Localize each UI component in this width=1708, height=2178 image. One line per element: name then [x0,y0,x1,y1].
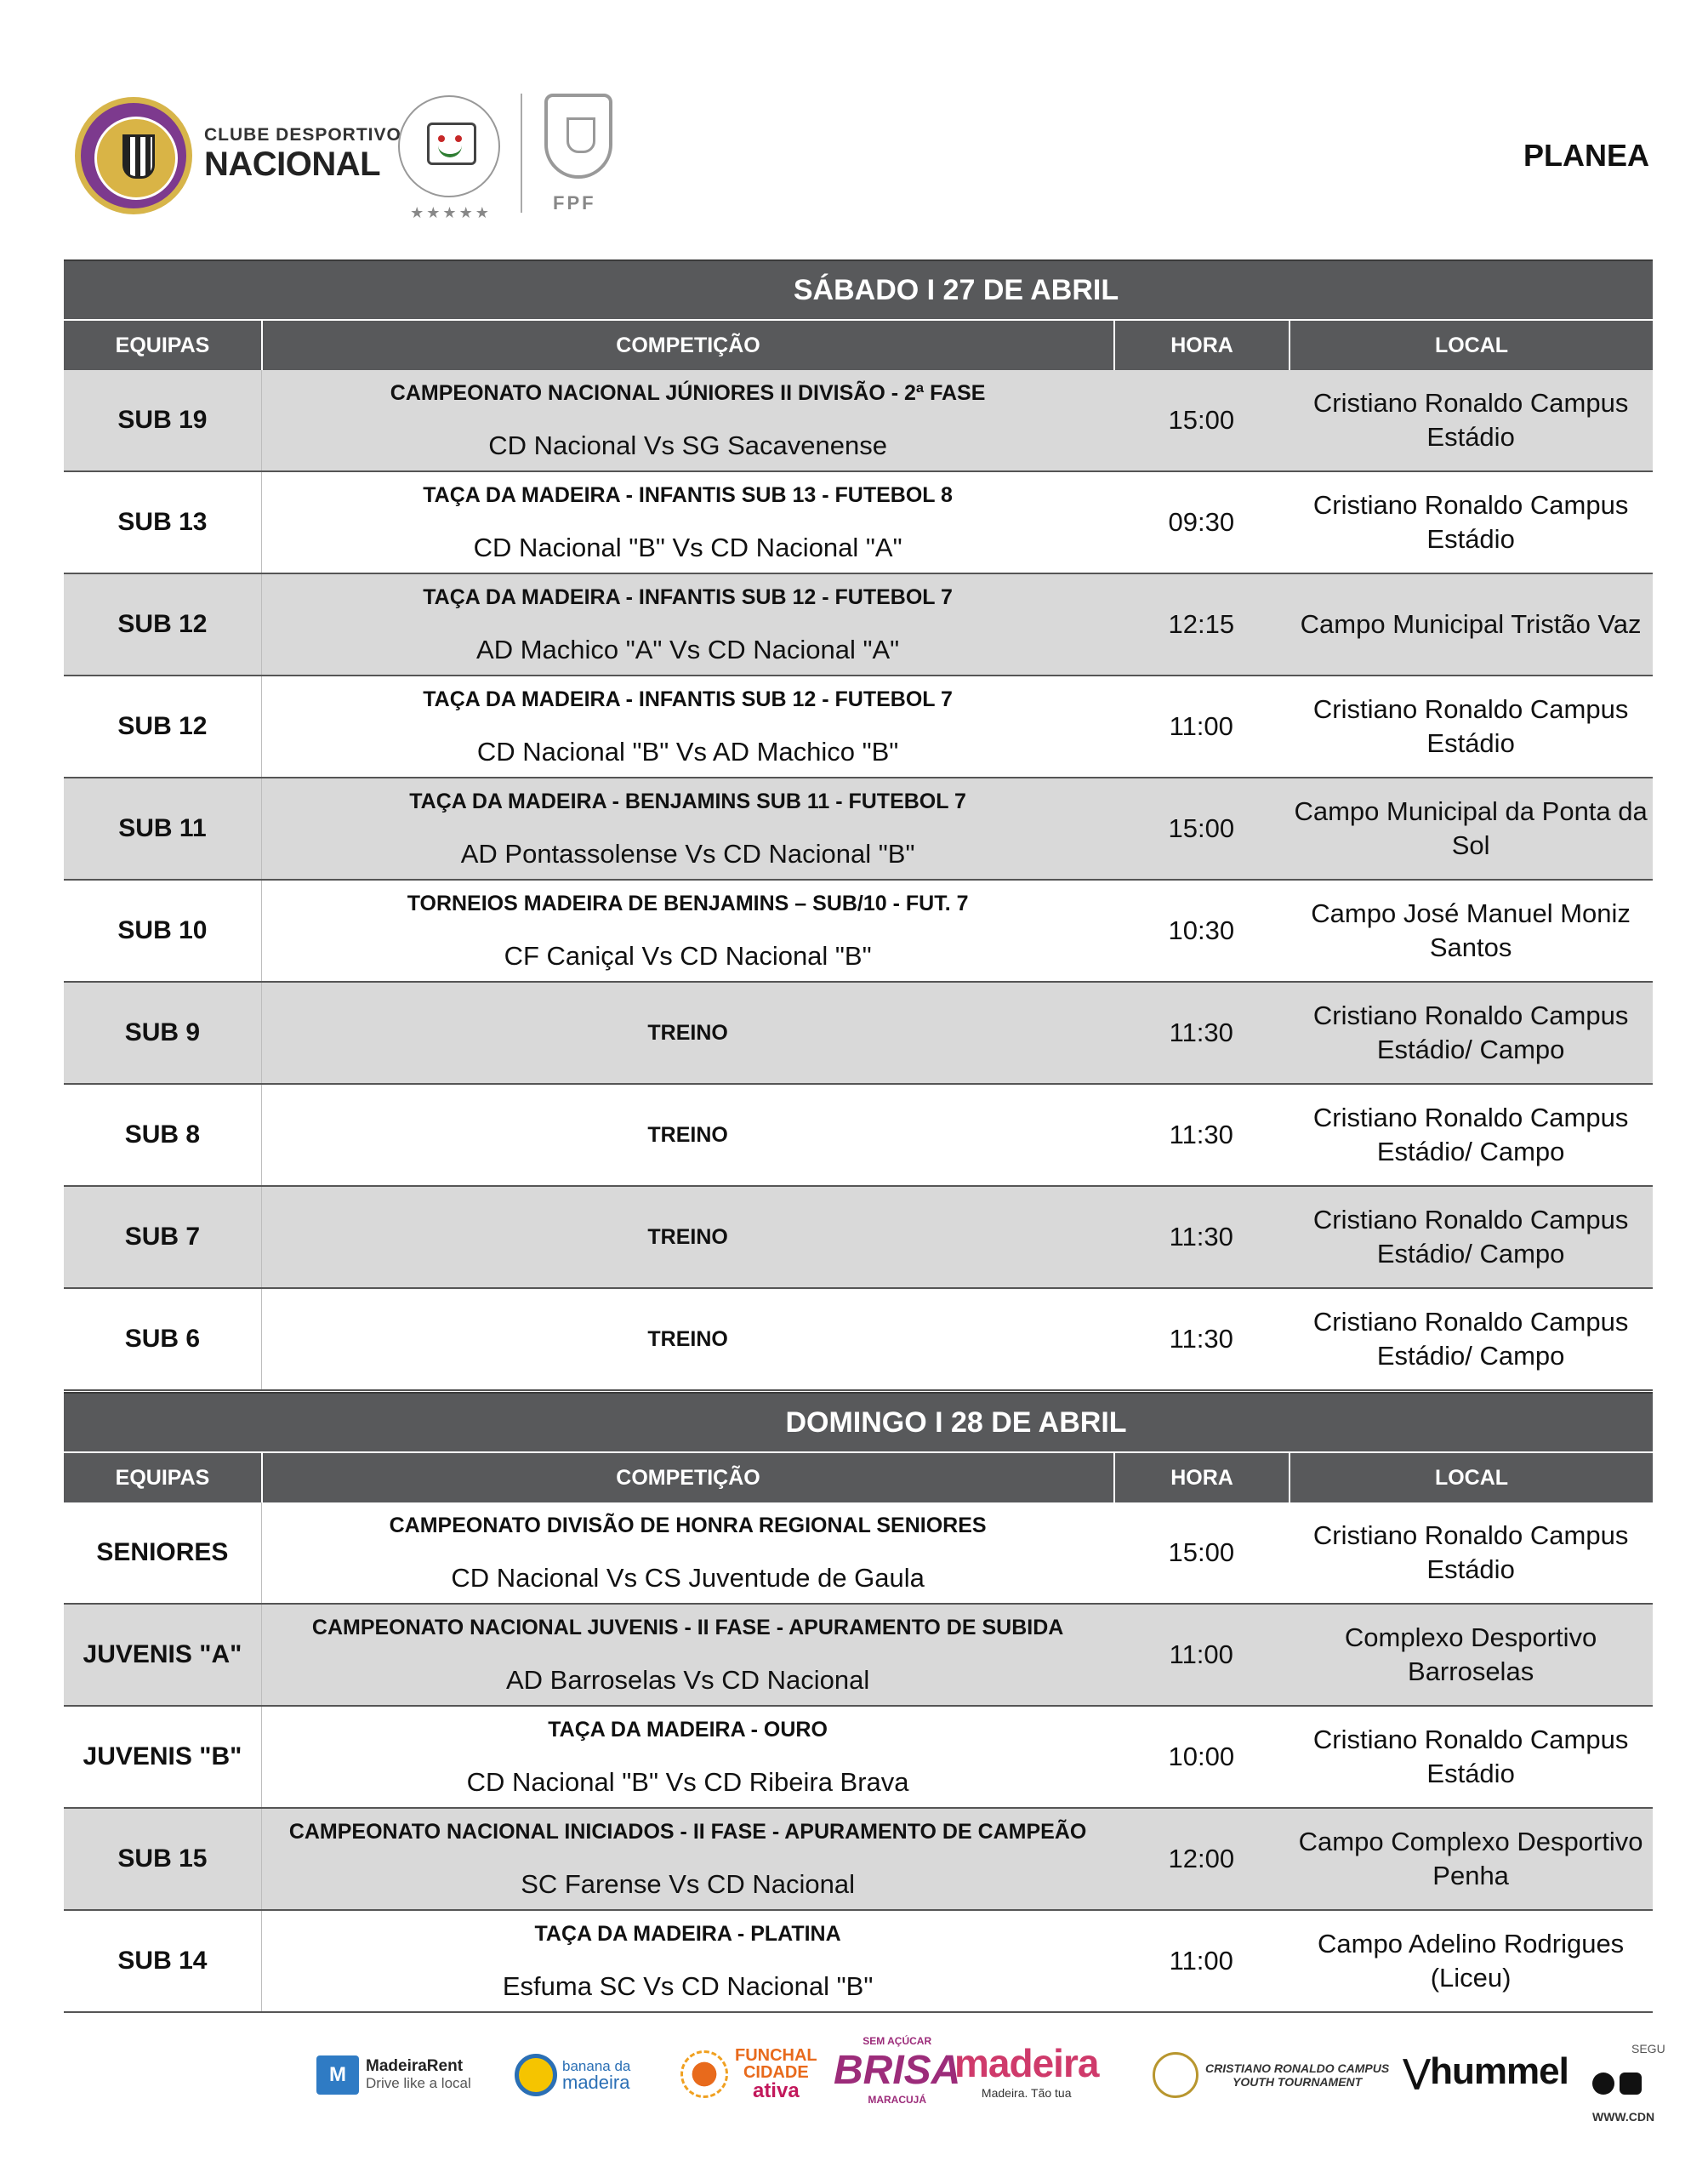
table-row [64,881,1653,983]
sponsor-bar [0,2028,1708,2130]
table-row [64,1187,1653,1289]
venue-cell: Cristiano Ronaldo Campus Estádio [1312,693,1629,758]
time-cell: 11:00 [1169,1639,1233,1669]
club-name [204,126,401,181]
team-cell: SENIORES [96,1538,229,1566]
table-row [64,1085,1653,1187]
column-team: EQUIPAS [115,333,210,357]
competition-name: TREINO [647,1021,728,1045]
time-cell: 15:00 [1168,1537,1235,1567]
competition-cell [261,574,1113,675]
hummel-logo [1403,2050,1569,2093]
team-cell: SUB 15 [117,1844,208,1873]
competition-name: TAÇA DA MADEIRA - OURO [548,1717,828,1742]
hummel-wordmark: hummel [1430,2050,1569,2092]
time-cell: 15:00 [1168,813,1235,843]
match-fixture: AD Machico "A" Vs CD Nacional "A" [476,634,900,664]
competition-name: TAÇA DA MADEIRA - BENJAMINS SUB 11 - FUTEBOL 7 [409,789,966,813]
column-venue: LOCAL [1289,321,1653,370]
competition-cell [261,1911,1113,2011]
certification-seal-logo [398,95,500,221]
fpf-shield-logo [544,94,612,179]
match-fixture: AD Barroselas Vs CD Nacional [505,1664,870,1695]
team-cell: SUB 10 [117,916,208,944]
time-cell: 11:00 [1169,1946,1233,1976]
competition-cell [261,1605,1113,1705]
venue-cell: Campo Municipal Tristão Vaz [1300,608,1642,639]
time-cell: 12:15 [1168,609,1235,639]
day-title: SÁBADO I 27 DE ABRIL [64,259,1653,319]
chevron-icon: ⋁ [1403,2054,1431,2090]
stars-icon: ★★★★★ [410,204,492,221]
funchal-cidade-ativa-logo [680,2047,817,2101]
smiley-icon [427,123,476,165]
funchal-line1: FUNCHAL [735,2046,817,2065]
competition-cell [261,370,1113,470]
competition-name: TORNEIOS MADEIRA DE BENJAMINS – SUB/10 - FUT. 7 [407,891,969,915]
venue-cell: Campo Municipal da Ponta da Sol [1294,795,1648,860]
competition-name: TAÇA DA MADEIRA - INFANTIS SUB 13 - FUTEBOL 8 [423,482,953,507]
competition-name: TAÇA DA MADEIRA - PLATINA [534,1921,841,1946]
competition-cell [261,1187,1113,1287]
competition-cell [261,778,1113,879]
match-fixture: CD Nacional Vs CS Juventude de Gaula [451,1562,925,1593]
day-title: DOMINGO I 28 DE ABRIL [64,1392,1653,1451]
time-cell: 09:30 [1168,507,1235,537]
table-row [64,370,1653,472]
team-cell: JUVENIS "B" [83,1742,242,1770]
team-cell: SUB 12 [117,610,208,638]
table-row [64,1502,1653,1605]
column-venue: LOCAL [1289,1453,1653,1502]
competition-cell [261,1085,1113,1185]
banana-madeira-logo [515,2054,630,2096]
madeirarent-tagline: Drive like a local [366,2075,471,2092]
table-row [64,1809,1653,1911]
venue-cell: Cristiano Ronaldo Campus Estádio [1312,1519,1629,1584]
time-cell: 15:00 [1168,405,1235,435]
cr-line2: YOUTH TOURNAMENT [1233,2075,1363,2089]
column-competition: COMPETIÇÃO [261,1453,1113,1502]
header-divider [521,94,522,213]
venue-cell: Cristiano Ronaldo Campus Estádio [1312,1724,1629,1788]
shield-icon [122,134,155,179]
competition-cell [261,1707,1113,1807]
competition-name: TAÇA DA MADEIRA - INFANTIS SUB 12 - FUTEBOL 7 [423,584,953,609]
madeira-wordmark: madeira [954,2041,1099,2085]
table-row [64,472,1653,574]
brisa-bottom: MARACUJÁ [868,2094,926,2106]
fpf-label: FPF [553,192,596,214]
competition-cell [261,1809,1113,1909]
venue-cell: Cristiano Ronaldo Campus Estádio/ Campo [1312,1306,1629,1371]
banana-icon [515,2054,557,2096]
club-name-line2: NACIONAL [204,145,381,183]
cr-youth-tournament-logo [1153,2052,1389,2098]
venue-cell: Cristiano Ronaldo Campus Estádio [1312,489,1629,554]
column-time: HORA [1113,1453,1289,1502]
madeira-tagline: Madeira. Tão tua [981,2086,1072,2100]
time-cell: 11:00 [1169,711,1233,741]
club-name-line1: CLUBE DESPORTIVO [204,125,401,145]
social-follow-label: SEGU [1631,2042,1665,2055]
team-cell: JUVENIS "A" [83,1640,242,1668]
time-cell: 11:30 [1169,1222,1233,1251]
banana-line1: banana da [562,2057,631,2074]
competition-name: TREINO [647,1225,728,1249]
schedule-saturday [64,259,1653,1391]
table-row [64,1911,1653,2013]
team-cell: SUB 19 [117,406,208,434]
match-fixture: CD Nacional "B" Vs AD Machico "B" [476,736,899,767]
time-cell: 10:00 [1168,1742,1235,1771]
match-fixture: CD Nacional Vs SG Sacavenense [488,430,887,460]
brisa-logo [834,2035,960,2106]
match-fixture: CF Caniçal Vs CD Nacional "B" [504,940,872,971]
madeirarent-name: MadeiraRent [366,2057,464,2076]
venue-cell: Campo Complexo Desportivo Penha [1298,1826,1643,1890]
venue-cell: Cristiano Ronaldo Campus Estádio/ Campo [1312,1102,1629,1166]
match-fixture: CD Nacional "B" Vs CD Ribeira Brava [466,1766,909,1797]
competition-name: CAMPEONATO NACIONAL INICIADOS - II FASE - APURAMENTO DE CAMPEÃO [288,1819,1087,1844]
trophy-icon [1153,2052,1198,2098]
time-cell: 10:30 [1168,915,1235,945]
team-cell: SUB 11 [118,814,207,842]
instagram-icon[interactable] [1620,2073,1642,2095]
team-cell: SUB 7 [124,1223,201,1251]
madeira-logo [954,2040,1098,2100]
brisa-top: SEM AÇÚCAR [863,2035,932,2047]
page-header [0,0,1708,255]
table-row [64,1289,1653,1391]
team-cell: SUB 8 [124,1120,201,1149]
sun-icon [680,2050,728,2098]
venue-cell: Cristiano Ronaldo Campus Estádio/ Campo [1312,1000,1629,1064]
funchal-line2: CIDADE [743,2063,809,2082]
time-cell: 12:00 [1168,1844,1235,1873]
competition-cell [261,1502,1113,1603]
team-cell: SUB 13 [117,508,208,536]
brisa-wordmark: BRISA [834,2048,961,2093]
cr-line1: CRISTIANO RONALDO CAMPUS [1205,2061,1390,2075]
table-row [64,574,1653,676]
team-cell: SUB 12 [117,712,208,740]
time-cell: 11:30 [1169,1324,1233,1354]
competition-cell [261,1289,1113,1389]
venue-cell: Campo José Manuel Moniz Santos [1311,898,1631,962]
page-title: PLANEA [1523,138,1650,173]
competition-name: CAMPEONATO NACIONAL JÚNIORES II DIVISÃO - 2ª FASE [390,380,986,405]
team-cell: SUB 14 [117,1947,208,1975]
competition-name: TAÇA DA MADEIRA - INFANTIS SUB 12 - FUTEBOL 7 [423,687,953,711]
table-row [64,983,1653,1085]
column-team: EQUIPAS [115,1465,210,1490]
table-row [64,1707,1653,1809]
club-crest-logo [75,97,192,214]
venue-cell: Cristiano Ronaldo Campus Estádio/ Campo [1312,1204,1629,1269]
column-time: HORA [1113,321,1289,370]
competition-cell [261,676,1113,777]
banana-line2: madeira [562,2071,630,2093]
competition-name: TREINO [647,1327,728,1351]
competition-cell [261,983,1113,1083]
venue-cell: Complexo Desportivo Barroselas [1344,1622,1597,1686]
match-fixture: AD Pontassolense Vs CD Nacional "B" [460,838,915,869]
team-cell: SUB 9 [124,1018,201,1046]
column-header [64,1451,1653,1502]
column-competition: COMPETIÇÃO [261,321,1113,370]
team-cell: SUB 6 [124,1325,201,1353]
match-fixture: Esfuma SC Vs CD Nacional "B" [502,1970,874,2001]
venue-cell: Cristiano Ronaldo Campus Estádio [1312,387,1629,452]
website-link[interactable]: WWW.CDN [1592,2110,1655,2124]
social-icons [1592,2073,1647,2095]
time-cell: 11:30 [1169,1018,1233,1047]
madeirarent-icon: M [316,2055,359,2095]
competition-name: TREINO [647,1123,728,1147]
competition-name: CAMPEONATO NACIONAL JUVENIS - II FASE - APURAMENTO DE SUBIDA [311,1615,1064,1639]
competition-cell [261,881,1113,981]
madeirarent-logo [316,2055,471,2095]
table-row [64,1605,1653,1707]
funchal-line3: ativa [752,2079,800,2102]
column-header [64,319,1653,370]
table-row [64,778,1653,881]
table-row [64,676,1653,778]
facebook-icon[interactable] [1592,2073,1614,2095]
time-cell: 11:30 [1169,1120,1233,1149]
competition-name: CAMPEONATO DIVISÃO DE HONRA REGIONAL SENIORES [389,1513,987,1537]
schedule-sunday [64,1392,1653,2013]
match-fixture: SC Farense Vs CD Nacional [521,1868,856,1899]
match-fixture: CD Nacional "B" Vs CD Nacional "A" [473,532,902,562]
competition-cell [261,472,1113,573]
venue-cell: Campo Adelino Rodrigues (Liceu) [1318,1928,1625,1993]
